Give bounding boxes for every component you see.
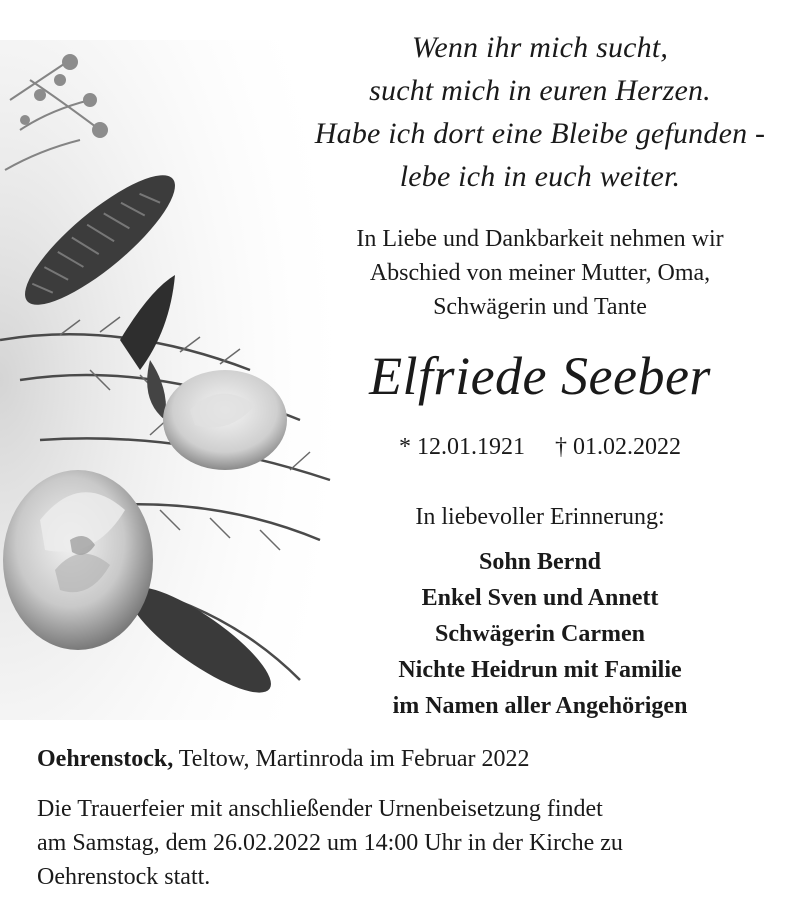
memory-heading: In liebevoller Erinnerung:: [415, 504, 665, 530]
intro-line: In Liebe und Dankbarkeit nehmen wir: [356, 226, 724, 252]
family-list: [290, 544, 790, 724]
poem-line: Habe ich dort eine Bleibe gefunden -: [314, 117, 766, 150]
place-date-line: [37, 742, 529, 776]
service-info: [37, 792, 787, 894]
poem-line: sucht mich in euren Herzen.: [369, 74, 711, 107]
family-member: Sohn Bernd: [478, 549, 602, 575]
intro-text: [290, 222, 790, 324]
life-dates: [290, 430, 790, 464]
place-main: Oehrenstock,: [37, 746, 174, 772]
poem: [290, 26, 790, 198]
family-member: im Namen aller Angehörigen: [392, 693, 688, 719]
birth-date: * 12.01.1921: [399, 434, 525, 460]
intro-line: Schwägerin und Tante: [433, 294, 647, 320]
deceased-name: Elfriede Seeber: [369, 346, 711, 406]
service-line: am Samstag, dem 26.02.2022 um 14:00 Uhr in der Kirche zu: [37, 830, 623, 856]
place-rest: Teltow, Martinroda im Februar 2022: [173, 746, 530, 772]
poem-line: Wenn ihr mich sucht,: [411, 31, 669, 64]
family-member: Schwägerin Carmen: [435, 621, 645, 647]
poem-line: lebe ich in euch weiter.: [399, 160, 681, 193]
intro-line: Abschied von meiner Mutter, Oma,: [369, 260, 711, 286]
death-date: † 01.02.2022: [555, 434, 681, 460]
service-line: Oehrenstock statt.: [37, 864, 211, 890]
family-member: Nichte Heidrun mit Familie: [398, 657, 682, 683]
family-member: Enkel Sven und Annett: [421, 585, 659, 611]
service-line: Die Trauerfeier mit anschließender Urnenbeisetzung findet: [37, 796, 603, 822]
